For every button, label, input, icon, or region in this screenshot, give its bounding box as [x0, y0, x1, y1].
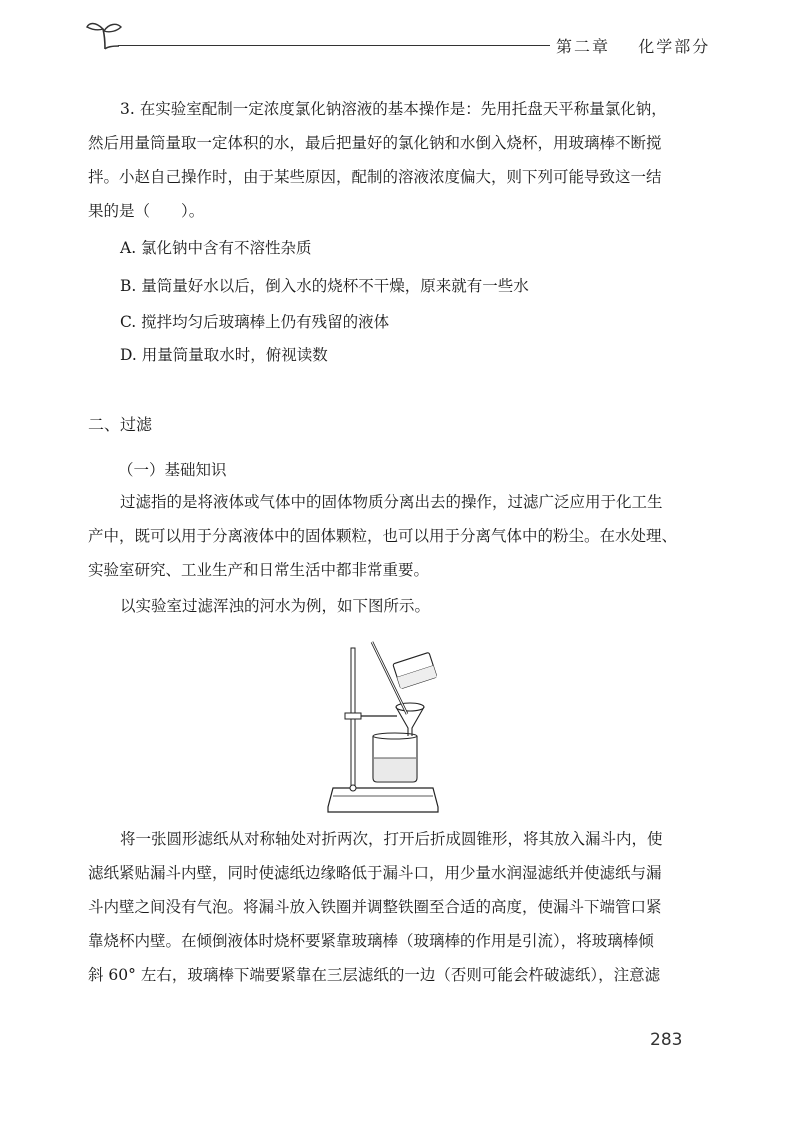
intro-line: 实验室研究、工业生产和日常生活中都非常重要。 [88, 561, 430, 579]
procedure-paragraph [88, 822, 688, 992]
intro-line: 产中，既可以用于分离液体中的固体颗粒，也可以用于分离气体中的粉尘。在水处理、 [88, 527, 678, 545]
stand-base [328, 788, 438, 812]
question-line: 然后用量筒量取一定体积的水，最后把量好的氯化钠和水倒入烧杯，用玻璃棒不断搅 [88, 134, 662, 152]
question-line: 果的是（ ）。 [88, 202, 205, 220]
question-line: 拌。小赵自己操作时，由于某些原因，配制的溶液浓度偏大，则下列可能导致这一结 [88, 168, 662, 186]
example-line: 以实验室过滤浑浊的河水为例，如下图所示。 [120, 597, 431, 615]
procedure-line: 滤纸紧贴漏斗内壁，同时使滤纸边缘略低于漏斗口，用少量水润湿滤纸并使滤纸与漏 [88, 864, 662, 882]
pouring-beaker [393, 652, 437, 688]
example-paragraph [88, 589, 688, 623]
filtration-apparatus-figure [325, 640, 445, 815]
procedure-line: 斗内壁之间没有气泡。将漏斗放入铁圈并调整铁圈至合适的高度，使漏斗下端管口紧 [88, 898, 662, 916]
question-text [88, 92, 688, 228]
intro-line: 过滤指的是将液体或气体中的固体物质分离出去的操作，过滤广泛应用于化工生 [120, 493, 663, 511]
running-header [556, 34, 710, 57]
funnel [396, 703, 424, 711]
section-title: 二、过滤 [88, 415, 153, 434]
intro-paragraph [88, 485, 688, 587]
option-d: D. 用量筒量取水时，俯视读数 [120, 346, 328, 364]
question-line: 3. 在实验室配制一定浓度氯化钠溶液的基本操作是：先用托盘天平称量氯化钠， [120, 100, 667, 118]
procedure-line: 靠烧杯内壁。在倾倒液体时烧杯要紧靠玻璃棒（玻璃棒的作用是引流），将玻璃棒倾 [88, 932, 654, 950]
page-number: 283 [650, 1030, 683, 1050]
procedure-line: 将一张圆形滤纸从对称轴处对折两次，打开后折成圆锥形，将其放入漏斗内，使 [120, 830, 663, 848]
header-dash-rule [480, 45, 550, 46]
procedure-line: 斜 60° 左右，玻璃棒下端要紧靠在三层滤纸的一边（否则可能会杵破滤纸），注意滤 [88, 966, 661, 984]
option-c: C. 搅拌均匀后玻璃棒上仍有残留的液体 [120, 313, 390, 331]
ring-clamp [345, 713, 361, 719]
option-a: A. 氯化钠中含有不溶性杂质 [120, 239, 312, 257]
chapter-label: 第二章 [556, 37, 611, 56]
subsection-title: （一）基础知识 [118, 461, 227, 479]
section-label: 化学部分 [638, 37, 711, 56]
option-b: B. 量筒量好水以后，倒入水的烧杯不干燥，原来就有一些水 [120, 277, 529, 295]
